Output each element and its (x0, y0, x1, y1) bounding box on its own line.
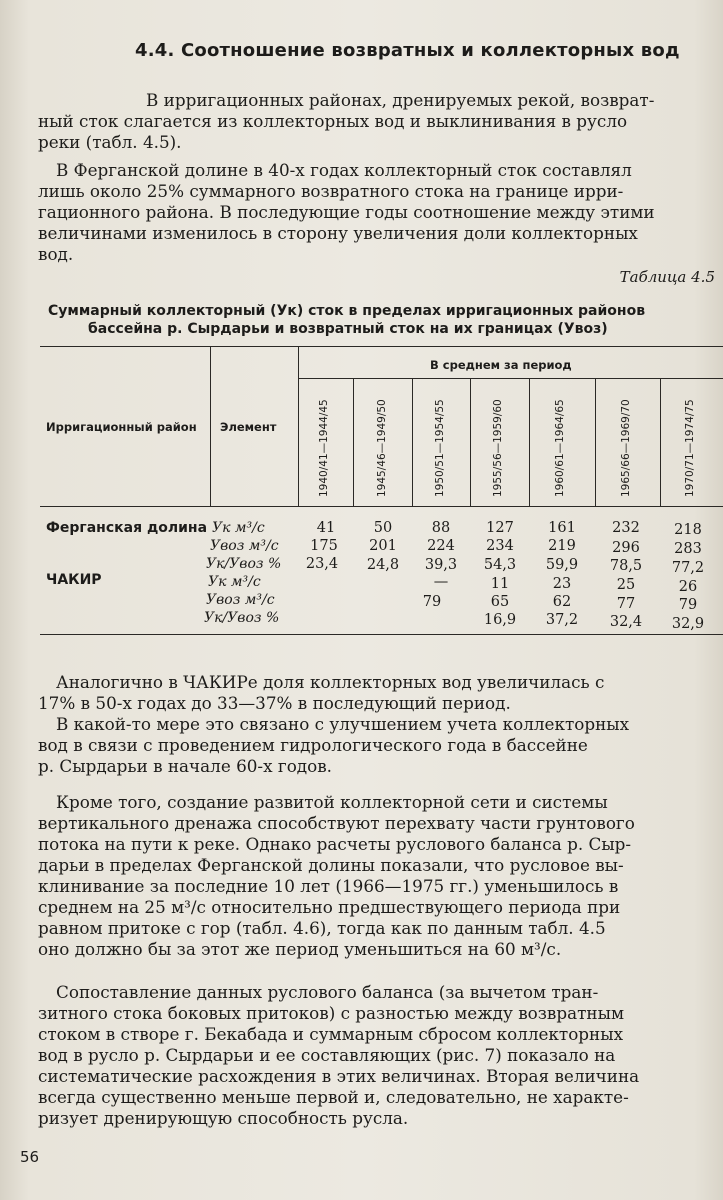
column-divider (353, 379, 354, 506)
table-cell: 161 (548, 520, 576, 536)
text-line: ный сток слагается из коллекторных вод и выклинивания в русло (38, 111, 628, 131)
element-label: Увоз м³/с (210, 538, 279, 554)
table-cell: 77,2 (671, 560, 705, 576)
text-line: клинивание за последние 10 лет (1966—1975 гг.) уменьшилось в (38, 876, 619, 896)
table-cell: 39,3 (424, 557, 458, 573)
paragraph-2 (38, 160, 716, 265)
element-label: Ук м³/с (212, 520, 265, 536)
table-cell: 218 (674, 522, 702, 538)
text-line: Кроме того, создание развитой коллекторной сети и системы (56, 792, 608, 812)
table-cell: 26 (678, 579, 698, 595)
table-cell: 175 (310, 538, 338, 554)
period-header: 1955/56—1959/60 (492, 399, 504, 497)
paragraph-6 (38, 982, 716, 1129)
text-line: В какой-то мере это связано с улучшением учета коллекторных (56, 714, 630, 734)
period-header: 1950/51—1954/55 (434, 399, 446, 497)
col-header-element: Элемент (220, 420, 277, 434)
col-header-region: Ирригационный район (46, 420, 197, 434)
table-cell: 32,4 (609, 614, 643, 630)
caption-line: бассейна р. Сырдарьи и возвратный сток на их границах (Увоз) (88, 321, 608, 337)
column-divider (595, 379, 596, 506)
table-cell: 16,9 (483, 612, 517, 628)
text-line: потока на пути к реке. Однако расчеты руслового баланса р. Сыр- (38, 834, 632, 854)
table-cell: 127 (486, 520, 514, 536)
text-line: оно должно бы за этот же период уменьшиться на 60 м³/с. (38, 939, 562, 959)
table-cell: 50 (373, 520, 393, 536)
table-cell: 79 (422, 594, 442, 610)
table-cell: 201 (369, 538, 397, 554)
text-line: систематические расхождения в этих величинах. Вторая величина (38, 1066, 640, 1086)
caption-line: Суммарный коллекторный (Ук) сток в пределах ирригационных районов (48, 303, 646, 319)
table-cell: 25 (616, 577, 636, 593)
period-header: 1940/41—1944/45 (318, 399, 330, 497)
text-line: вод в связи с проведением гидрологического года в бассейне (38, 735, 588, 755)
text-line: дарьи в пределах Ферганской долины показали, что русловое вы- (38, 855, 624, 875)
element-label: Увоз м³/с (206, 592, 275, 608)
table-bottom-rule (40, 634, 723, 635)
table-cell: 296 (612, 540, 640, 556)
paragraph-3 (38, 672, 716, 714)
table-cell: 234 (486, 538, 514, 554)
text-line: Сопоставление данных руслового баланса (за вычетом тран- (56, 982, 599, 1002)
text-line: вод в русло р. Сырдарьи и ее составляющих (рис. 7) показало на (38, 1045, 616, 1065)
table-cell: 11 (490, 576, 510, 592)
column-divider (210, 347, 211, 506)
table-cell: 59,9 (545, 557, 579, 573)
table-top-rule (40, 346, 723, 347)
table-cell: 219 (548, 538, 576, 554)
table-cell: 77 (616, 596, 636, 612)
table-cell: — (433, 574, 449, 590)
table-caption (48, 302, 688, 338)
text-line: стоком в створе г. Бекабада и суммарным сбросом коллекторных (38, 1024, 624, 1044)
table-cell: 23,4 (305, 556, 339, 572)
text-line: лишь около 25% суммарного возвратного стока на границе ирри- (38, 181, 624, 201)
table-number: Таблица 4.5 (619, 268, 715, 286)
text-line: равном притоке с гор (табл. 4.6), тогда как по данным табл. 4.5 (38, 918, 606, 938)
column-divider (412, 379, 413, 506)
text-line: зитного стока боковых притоков) с разностью между возвратным (38, 1003, 624, 1023)
table-cell: 41 (316, 520, 336, 536)
table-cell: 224 (427, 538, 455, 554)
element-label: Ук м³/с (208, 574, 261, 590)
table-cell: 54,3 (483, 557, 517, 573)
text-line: В ирригационных районах, дренируемых рекой, возврат- (146, 90, 655, 110)
element-label: Ук/Увоз % (204, 610, 280, 626)
table-cell: 24,8 (366, 557, 400, 573)
table-cell: 62 (552, 594, 572, 610)
text-line: В Ферганской долине в 40-х годах коллекторный сток составлял (56, 160, 632, 180)
table-cell: 79 (678, 597, 698, 613)
table-cell: 32,9 (671, 616, 705, 632)
table-cell: 88 (431, 520, 451, 536)
text-line: 17% в 50-х годах до 33—37% в последующий период. (38, 693, 511, 713)
text-line: ризует дренирующую способность русла. (38, 1108, 409, 1128)
paragraph-5 (38, 792, 716, 960)
text-line: вертикального дренажа способствуют перехвату части грунтового (38, 813, 635, 833)
table-cell: 37,2 (545, 612, 579, 628)
region-name: Ферганская долина (46, 520, 208, 536)
table-cell: 232 (612, 520, 640, 536)
region-name: ЧАКИР (46, 572, 102, 588)
paragraph-4 (38, 714, 716, 777)
section-heading: 4.4. Соотношение возвратных и коллекторных вод (135, 40, 680, 61)
column-divider (470, 379, 471, 506)
text-line: гационного района. В последующие годы соотношение между этими (38, 202, 655, 222)
column-divider (660, 379, 661, 506)
text-line: величинами изменилось в сторону увеличения доли коллекторных (38, 223, 638, 243)
period-header: 1970/71—1974/75 (684, 399, 696, 497)
period-header: 1945/46—1949/50 (376, 399, 388, 497)
text-line: реки (табл. 4.5). (38, 132, 182, 152)
header-bottom-rule (40, 506, 723, 507)
col-header-group: В среднем за период (430, 358, 572, 372)
period-header: 1965/66—1969/70 (620, 399, 632, 497)
table-cell: 23 (552, 576, 572, 592)
text-line: Аналогично в ЧАКИРе доля коллекторных вод увеличилась с (56, 672, 605, 692)
table-cell: 283 (674, 541, 702, 557)
page-number: 56 (20, 1148, 40, 1166)
element-label: Ук/Увоз % (206, 556, 282, 572)
table-cell: 78,5 (609, 558, 643, 574)
text-line: р. Сырдарьи в начале 60-х годов. (38, 756, 333, 776)
table-cell: 65 (490, 594, 510, 610)
period-header: 1960/61—1964/65 (554, 399, 566, 497)
paragraph-1 (38, 90, 716, 153)
column-divider (298, 347, 299, 506)
text-line: всегда существенно меньше первой и, следовательно, не характе- (38, 1087, 629, 1107)
column-divider (529, 379, 530, 506)
text-line: среднем на 25 м³/с относительно предшествующего периода при (38, 897, 621, 917)
text-line: вод. (38, 244, 74, 264)
